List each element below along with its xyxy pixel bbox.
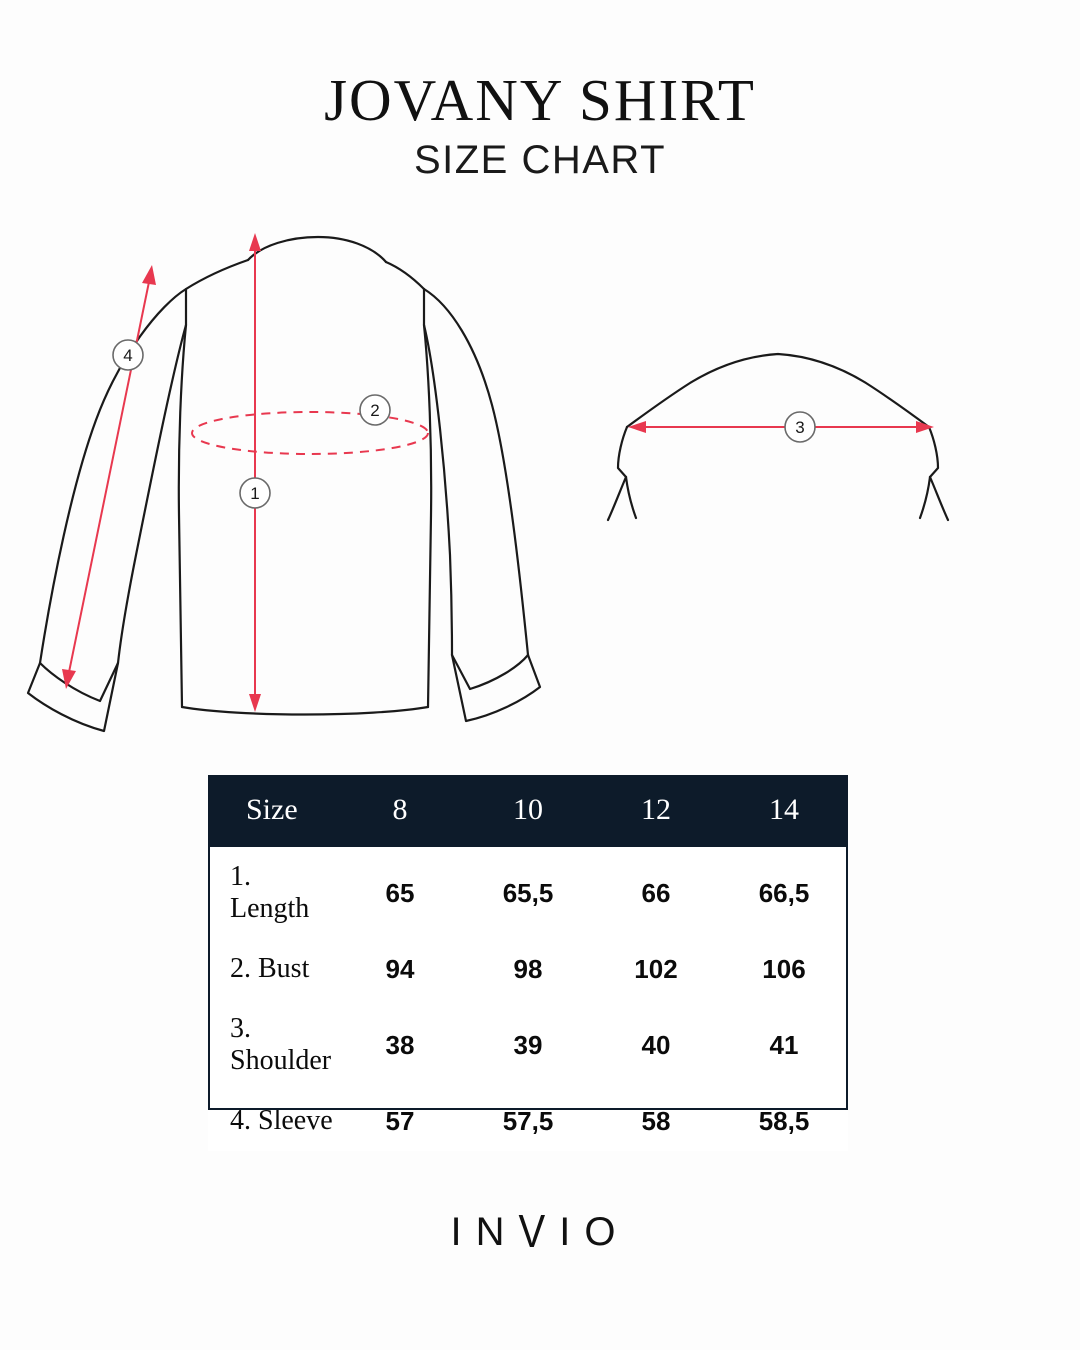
cell-length-12: 66 <box>641 877 671 908</box>
table-row <box>208 999 848 1091</box>
page-header <box>0 67 1080 183</box>
column-header-12: 12 <box>592 775 720 847</box>
cell-shoulder-12: 40 <box>641 1029 671 1060</box>
column-header-14: 14 <box>720 775 848 847</box>
cell-sleeve-14: 58,5 <box>758 1105 810 1136</box>
row-label-length: 1. Length <box>230 861 310 924</box>
page-subtitle: SIZE CHART <box>413 137 667 182</box>
shoulder-detail-outline <box>608 354 948 520</box>
cell-bust-10: 98 <box>513 953 543 984</box>
table-row <box>208 939 848 999</box>
svg-text:4: 4 <box>123 346 133 365</box>
cell-bust-12: 102 <box>634 953 678 984</box>
brand-part-3: IO <box>559 1210 630 1254</box>
column-header-size: Size <box>208 775 336 847</box>
page-title: JOVANY SHIRT <box>324 67 756 133</box>
column-header-8: 8 <box>336 775 464 847</box>
cell-length-14: 66,5 <box>758 877 810 908</box>
cell-length-8: 65 <box>385 877 415 908</box>
svg-text:1: 1 <box>250 484 260 503</box>
table-header-row <box>208 775 848 847</box>
cell-sleeve-12: 58 <box>641 1105 671 1136</box>
marker-3-shoulder <box>785 412 815 442</box>
marker-4-sleeve <box>113 340 143 370</box>
table-row <box>208 1091 848 1151</box>
brand-logo <box>0 1206 1080 1258</box>
shirt-front-outline <box>28 237 540 731</box>
svg-text:3: 3 <box>795 418 805 437</box>
row-label-shoulder: 3. Shoulder <box>230 1013 332 1076</box>
size-table-wrap <box>208 775 848 1151</box>
cell-bust-14: 106 <box>762 953 806 984</box>
marker-2-bust <box>360 395 390 425</box>
cell-shoulder-8: 38 <box>385 1029 415 1060</box>
table-row <box>208 847 848 939</box>
svg-text:2: 2 <box>370 401 380 420</box>
brand-part-2: V <box>518 1206 560 1258</box>
size-table-head <box>208 775 848 847</box>
sleeve-measure-arrow <box>62 265 156 689</box>
bust-measure-ellipse <box>192 412 428 454</box>
cell-bust-8: 94 <box>385 953 415 984</box>
garment-illustration <box>0 215 1080 745</box>
row-label-sleeve: 4. Sleeve <box>230 1105 333 1136</box>
size-table-body <box>208 847 848 1151</box>
cell-shoulder-10: 39 <box>513 1029 543 1060</box>
length-measure-arrow <box>249 233 261 712</box>
cell-sleeve-10: 57,5 <box>502 1105 554 1136</box>
size-table <box>208 775 848 1151</box>
cell-shoulder-14: 41 <box>769 1029 799 1060</box>
row-label-bust: 2. Bust <box>230 953 310 984</box>
cell-length-10: 65,5 <box>502 877 554 908</box>
cell-sleeve-8: 57 <box>385 1105 415 1136</box>
brand-part-1: IN <box>450 1210 519 1254</box>
column-header-10: 10 <box>464 775 592 847</box>
marker-1-length <box>240 478 270 508</box>
shoulder-measure-arrow <box>628 421 934 433</box>
